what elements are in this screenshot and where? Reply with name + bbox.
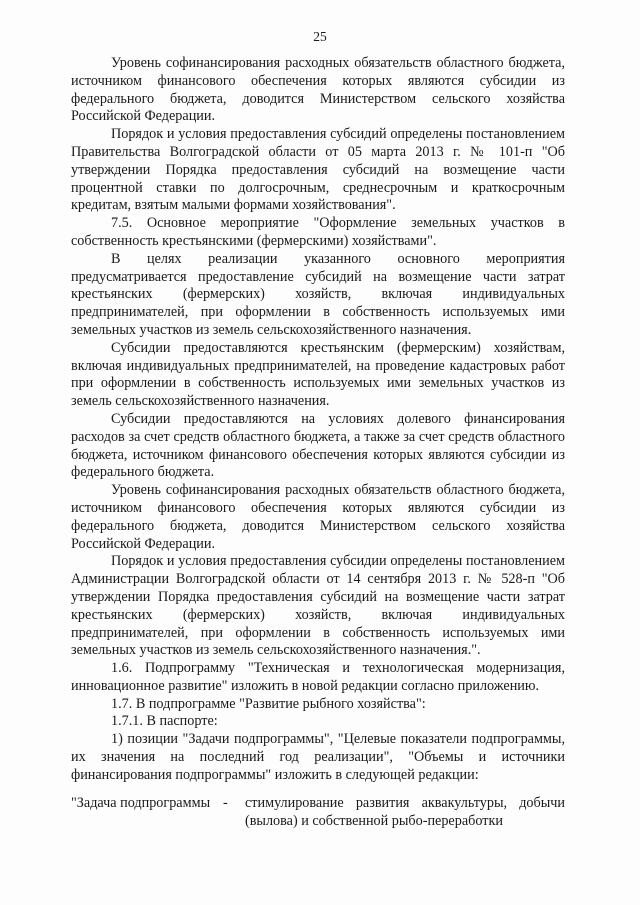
page-number: 25 xyxy=(313,29,327,44)
paragraph-positions: 1) позиции "Задачи подпрограммы", "Целевые показатели подпрограммы, их значения на последний год реализации", "Объемы и источники финансирования подпрограммы" изложить в следующей редакции: xyxy=(71,731,565,783)
paragraph-subsidies-provided: Субсидии предоставляются крестьянским (фермерским) хозяйствам, включая индивидуальных предпринимателей, на проведение кадастровых работ при оформлении в собственность используемых ими земельных участков из земель сельскохозяйственного назначения. xyxy=(71,339,565,410)
paragraph-item-1-7-1: 1.7.1. В паспорте: xyxy=(111,713,218,730)
paragraph-subsidy-procedure-2: Порядок и условия предоставления субсидии определены постановлением Администрации Волгоградской области от 14 сентября 2013 г. № 528-п "Об утверждении Порядка предоставления субсидий на возмещение части затрат крестьянских (фермерских) хозяйств, включая индивидуальных предпринимателей, при оформлении в собственность используемых ими земельных участков из земель сельскохозяйственного назначения.". xyxy=(71,553,565,659)
paragraph-subsidy-procedure: Порядок и условия предоставления субсидий определены постановлением Правительства Волгоградской области от 05 марта 2013 г. № 101-п "Об утверждении Порядка предоставления субсидий на возмещение части процентной ставки по долгосрочным, среднесрочным и краткосрочным кредитам, взятым малыми формами хозяйствования". xyxy=(71,126,565,214)
paragraph-cofinancing-level-2: Уровень софинансирования расходных обязательств областного бюджета, источником финансового обеспечения которых являются субсидии из федерального бюджета, доводится Министерством сельского хозяйства Российской Федерации. xyxy=(71,482,565,552)
paragraph-shared-financing: Субсидии предоставляются на условиях долевого финансирования расходов за счет средств областного бюджета, а также за счет средств областного бюджета, источником финансового обеспечения которых являются субсидии из федерального бюджета. xyxy=(71,410,565,481)
table-row-dash: - xyxy=(223,795,228,811)
paragraph-cofinancing-level: Уровень софинансирования расходных обязательств областного бюджета, источником финансового обеспечения которых являются субсидии из федерального бюджета, доводится Министерством сельского хозяйства Российской Федерации. xyxy=(71,55,565,125)
document-body xyxy=(71,55,565,785)
paragraph-item-1-6: 1.6. Подпрограмму "Техническая и технологическая модернизация, инновационное развитие" изложить в новой редакции согласно приложению. xyxy=(71,660,565,694)
paragraph-item-1-7: 1.7. В подпрограмме "Развитие рыбного хозяйства": xyxy=(111,695,426,712)
table-row-value: стимулирование развития аквакультуры, добычи (вылова) и собственной рыбо-переработки xyxy=(245,795,565,829)
paragraph-purpose: В целях реализации указанного основного мероприятия предусматривается предоставление субсидий на возмещение части затрат крестьянских (фермерских) хозяйств, включая индивидуальных предпринимателей, при оформлении в собственность используемых ими земельных участков из земель сельскохозяйственного назначения. xyxy=(71,250,565,338)
table-row-label: "Задача подпрограммы xyxy=(71,795,211,811)
paragraph-section-7-5: 7.5. Основное мероприятие "Оформление земельных участков в собственность крестьянскими (фермерскими) хозяйствами". xyxy=(71,215,565,249)
passport-table-row xyxy=(71,795,565,831)
